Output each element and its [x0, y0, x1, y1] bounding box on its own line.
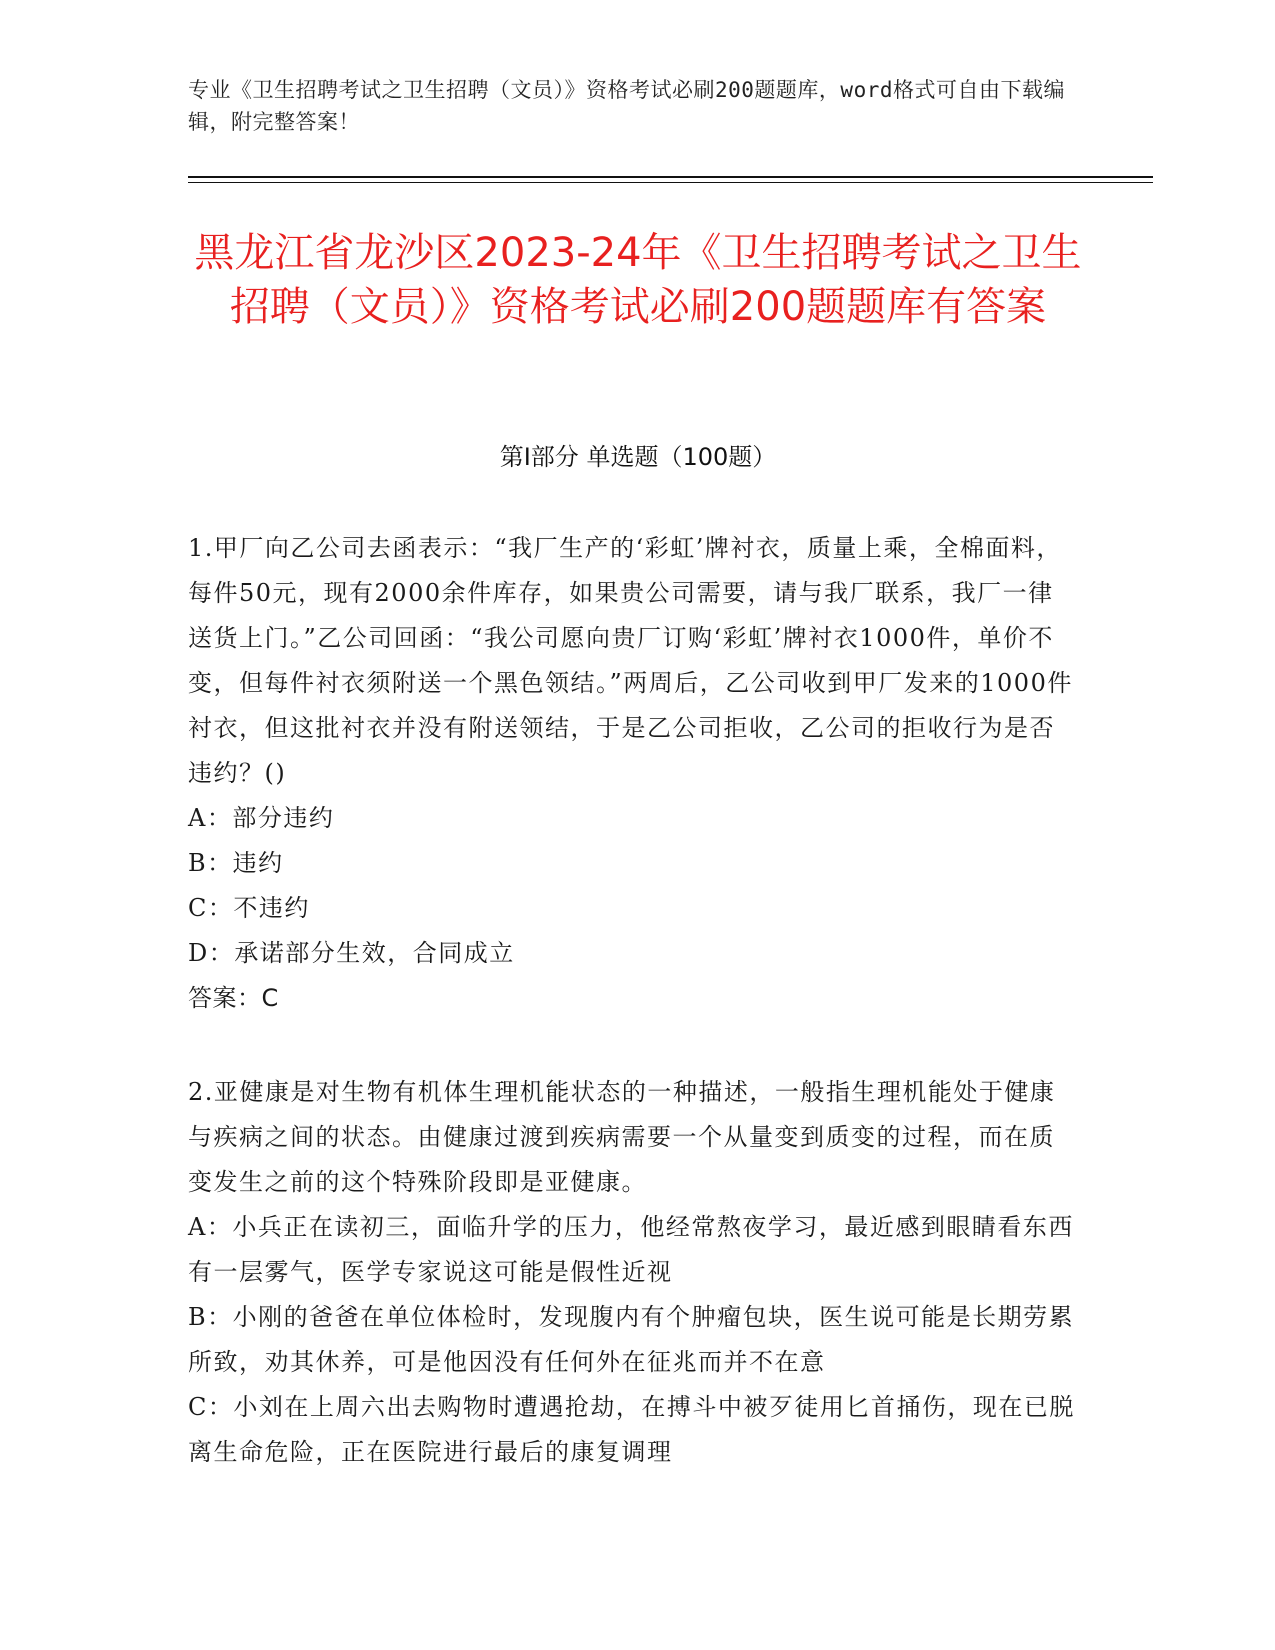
section-heading: 第Ⅰ部分 单选题（100题） — [499, 443, 777, 471]
question-stem: 1.甲厂向乙公司去函表示：“我厂生产的‘彩虹’牌衬衣，质量上乘，全棉面料，每件50元，现有2000余件库存，如果贵公司需要，请与我厂联系，我厂一律送货上门。”乙公司回函：“我公司愿向贵厂订购‘彩虹’牌衬衣1000件，单价不变，但每件衬衣须附送一个黑色领结。”两周后，乙公司收到甲厂发来的1000件衬衣，但这批衬衣并没有附送领结，于是乙公司拒收，乙公司的拒收行为是否违约？() — [188, 534, 1073, 787]
option-c: C：不违约 — [188, 894, 310, 922]
option-d: D：承诺部分生效，合同成立 — [188, 939, 515, 967]
question-2 — [188, 1070, 1078, 1475]
option-b: B：小刚的爸爸在单位体检时，发现腹内有个肿瘤包块，医生说可能是长期劳累所致，劝其休养，可是他因没有任何外在征兆而并不在意 — [188, 1303, 1075, 1376]
option-b: B：违约 — [188, 849, 284, 877]
option-a: A：部分违约 — [188, 804, 335, 832]
option-c: C：小刘在上周六出去购物时遭遇抢劫，在搏斗中被歹徒用匕首捅伤，现在已脱离生命危险，正在医院进行最后的康复调理 — [188, 1393, 1075, 1466]
option-a: A：小兵正在读初三，面临升学的压力，他经常熬夜学习，最近感到眼睛看东西有一层雾气，医学专家说这可能是假性近视 — [188, 1213, 1074, 1286]
question-stem: 2.亚健康是对生物有机体生理机能状态的一种描述，一般指生理机能处于健康与疾病之间的状态。由健康过渡到疾病需要一个从量变到质变的过程，而在质变发生之前的这个特殊阶段即是亚健康。 — [188, 1078, 1056, 1196]
answer-label: 答案：C — [188, 984, 279, 1012]
header-divider-thin — [188, 182, 1153, 183]
header-note: 专业《卫生招聘考试之卫生招聘（文员）》资格考试必刷200题题库，word格式可自由下载编辑，附完整答案！ — [188, 78, 1065, 134]
document-title: 黑龙江省龙沙区2023-24年《卫生招聘考试之卫生招聘（文员）》资格考试必刷200题题库有答案 — [194, 230, 1082, 330]
question-1 — [188, 526, 1078, 1021]
header-divider-thick — [188, 176, 1153, 178]
